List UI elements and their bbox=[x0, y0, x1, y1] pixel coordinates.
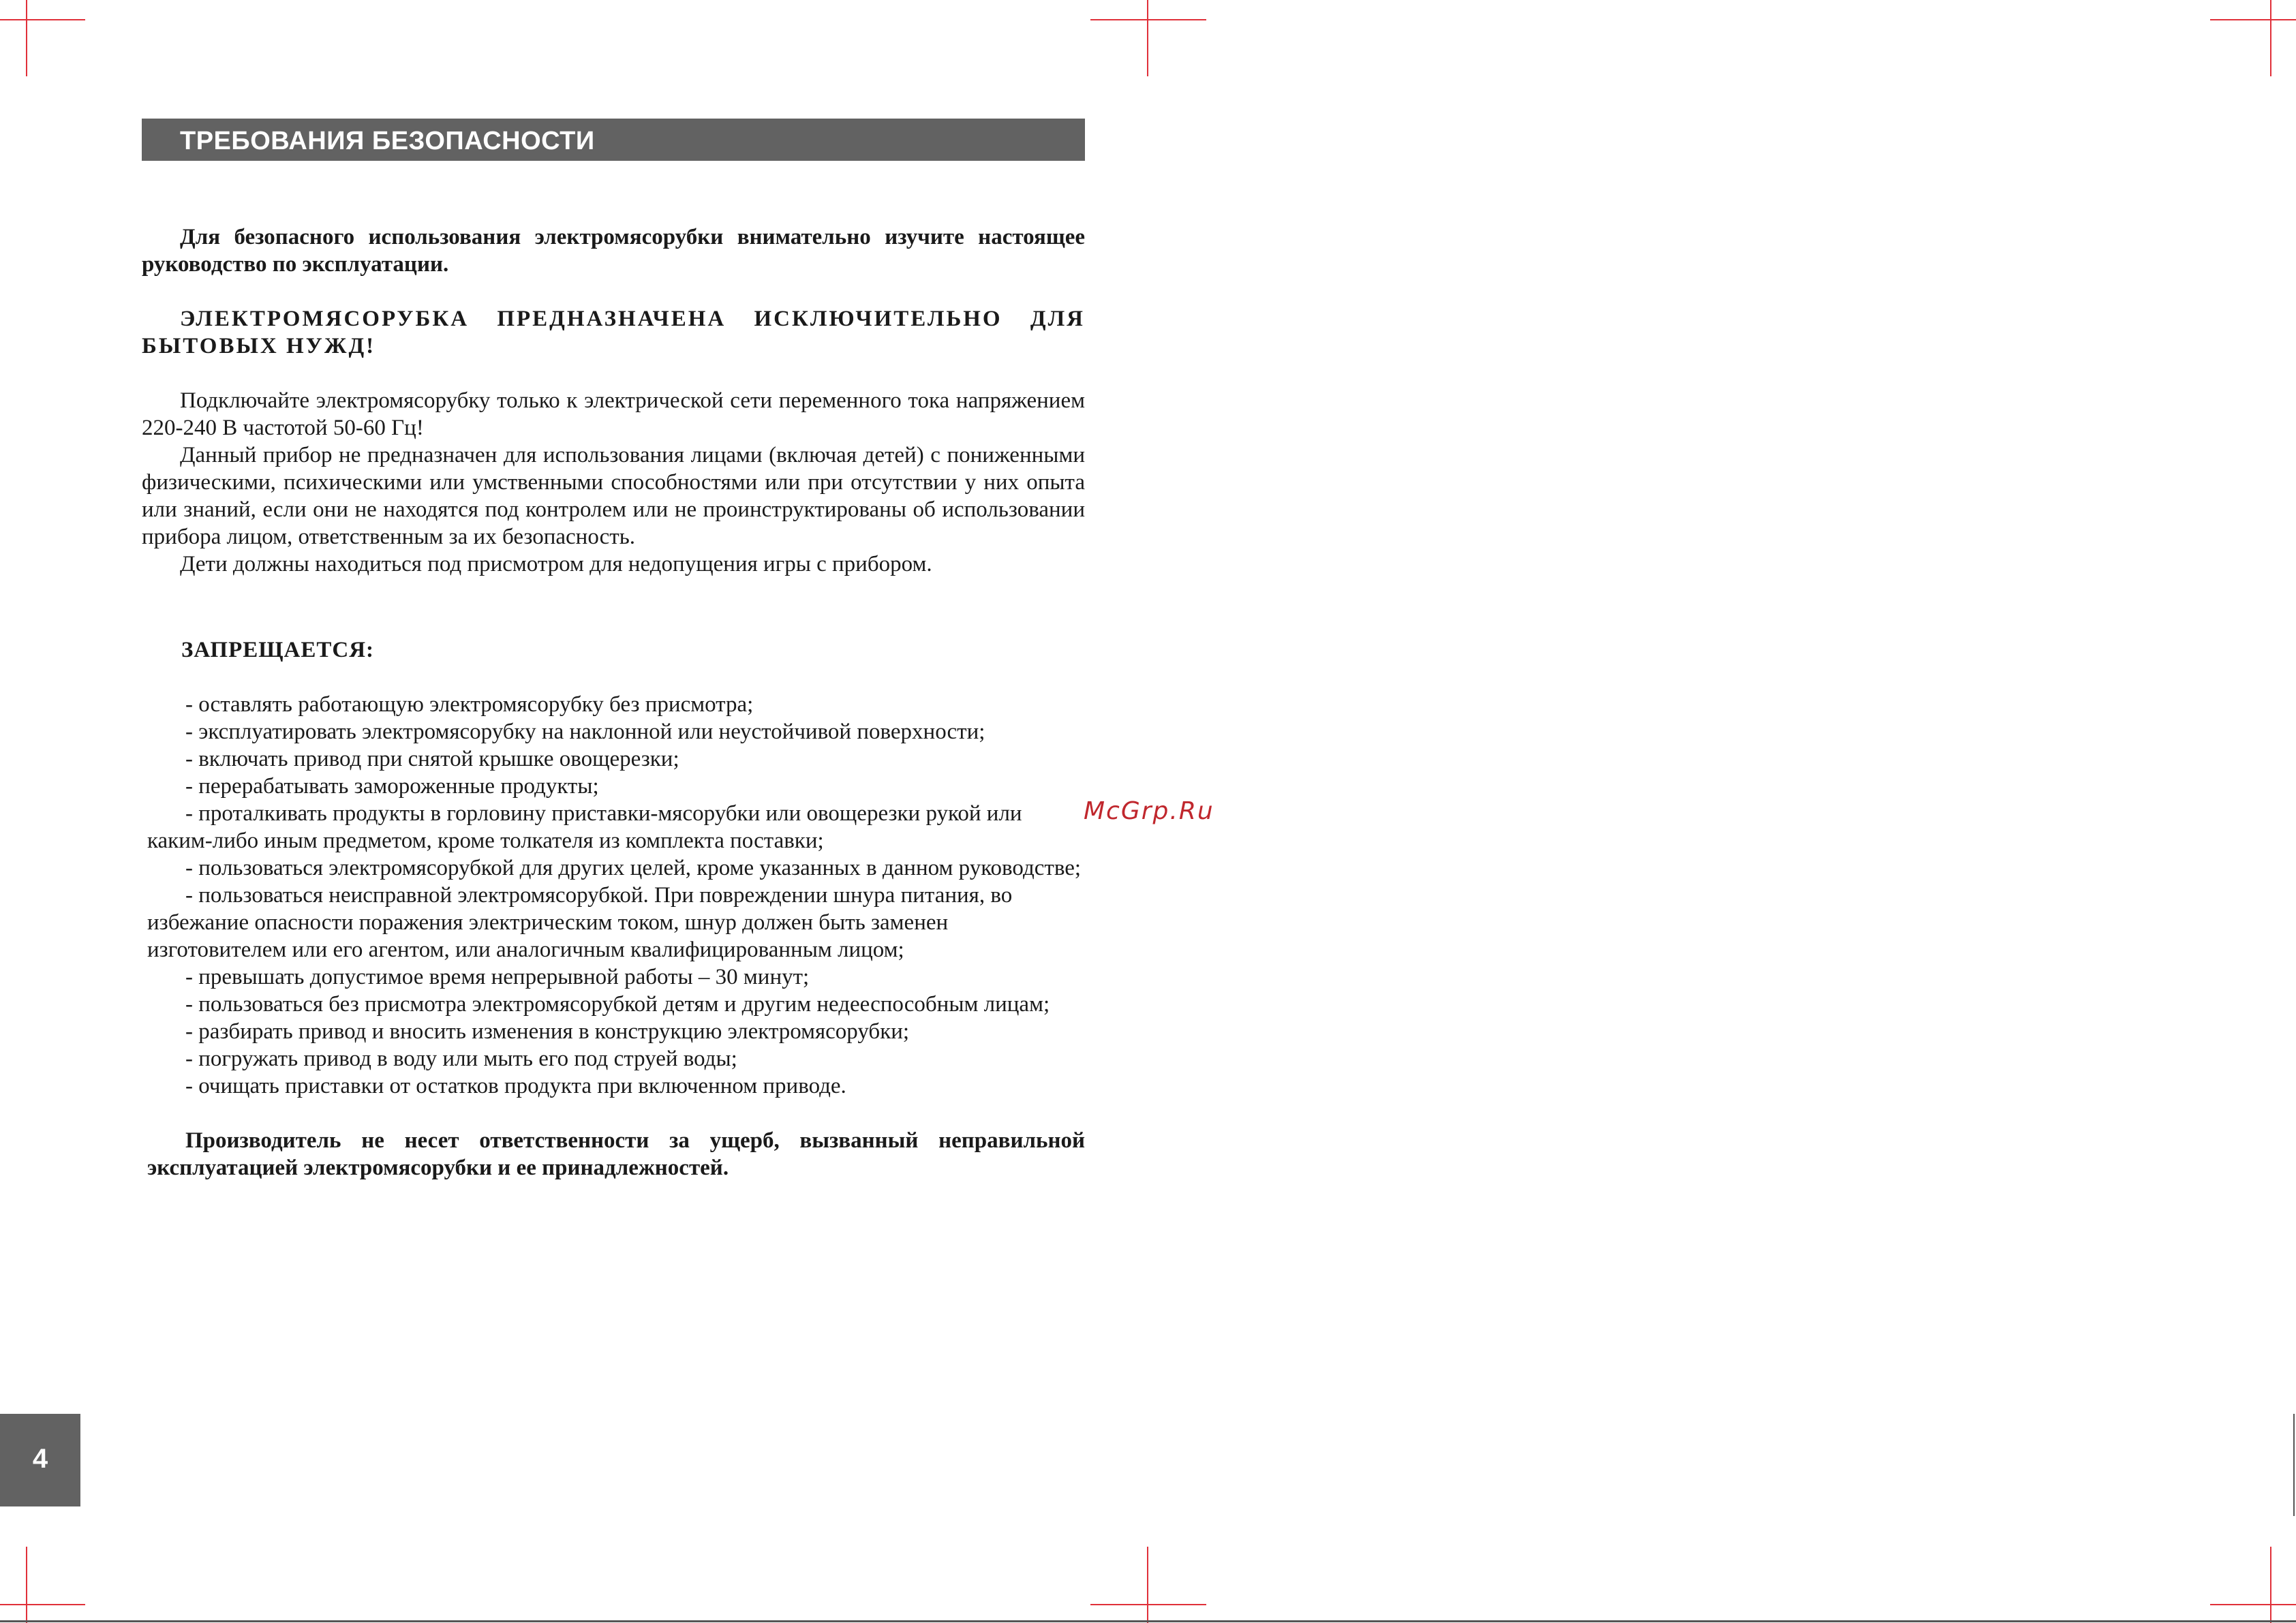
page-edge-line bbox=[2293, 1414, 2295, 1516]
page-edge-line bbox=[0, 1620, 2296, 1622]
list-item: - очищать приставки от остатков продукта при включенном приводе. bbox=[185, 1074, 846, 1098]
list-item: - оставлять работающую электромясорубку без присмотра; bbox=[185, 692, 754, 717]
crop-mark bbox=[1147, 0, 1148, 76]
list-item: - эксплуатировать электромясорубку на наклонной или неустойчивой поверхности; bbox=[185, 720, 985, 744]
page-number-tab bbox=[0, 1414, 80, 1506]
crop-mark bbox=[2270, 1547, 2271, 1623]
intro-persons-warning: Данный прибор не предназначен для использования лицами (включая детей) с пониженными физическими, психическими или умственными способностями или при отсутствии у них опыта или знаний, если они не находятся под контролем или не проинструктированы об использовании прибора лицом, ответственным за их безопасность. bbox=[142, 443, 1085, 549]
intro-power-requirements: Подключайте электромясорубку только к электрической сети переменного тока напряжением 220-240 В частотой 50-60 Гц! bbox=[142, 388, 1085, 440]
intro-household-only: ЭЛЕКТРОМЯСОРУБКА ПРЕДНАЗНАЧЕНА ИСКЛЮЧИТЕЛЬНО ДЛЯ БЫТОВЫХ НУЖД! bbox=[142, 307, 1085, 358]
crop-mark bbox=[26, 1547, 27, 1623]
section-title: ТРЕБОВАНИЯ БЕЗОПАСНОСТИ bbox=[180, 127, 595, 155]
list-item: - разбирать привод и вносить изменения в конструкцию электромясорубки; bbox=[185, 1019, 910, 1044]
crop-mark bbox=[2270, 0, 2271, 76]
crop-mark bbox=[26, 0, 27, 76]
intro-read-manual: Для безопасного использования электромясорубки внимательно изучите настоящее руководство по эксплуатации. bbox=[142, 225, 1085, 277]
document-body bbox=[142, 223, 1085, 1181]
crop-mark bbox=[0, 19, 85, 20]
crop-mark bbox=[1090, 1604, 1206, 1605]
watermark-text: McGrp.Ru bbox=[1084, 797, 1214, 825]
list-item: - превышать допустимое время непрерывной работы – 30 минут; bbox=[185, 965, 810, 989]
list-item: - пользоваться неисправной электромясорубкой. При повреждении шнура питания, во избежание опасности поражения электрическим током, шнур должен быть заменен изготовителем или его агентом, или аналогичным квалифицированным лицом; bbox=[147, 883, 1013, 962]
manufacturer-disclaimer: Производитель не несет ответственности за ущерб, вызванный неправильной эксплуатацией электромясорубки и ее принадлежностей. bbox=[147, 1128, 1085, 1180]
crop-mark bbox=[1090, 19, 1206, 20]
section-header-bar bbox=[142, 119, 1085, 161]
forbidden-list bbox=[142, 691, 1085, 1100]
crop-mark bbox=[1147, 1547, 1148, 1623]
list-item: - пользоваться электромясорубкой для других целей, кроме указанных в данном руководстве; bbox=[185, 856, 1082, 880]
crop-mark bbox=[2210, 1604, 2296, 1605]
crop-mark bbox=[2210, 19, 2296, 20]
page-number: 4 bbox=[32, 1444, 48, 1474]
list-item: - включать привод при снятой крышке овощерезки; bbox=[185, 747, 679, 771]
list-item: - пользоваться без присмотра электромясорубкой детям и другим недееспособным лицам; bbox=[185, 992, 1050, 1017]
intro-children-warning: Дети должны находиться под присмотром для недопущения игры с прибором. bbox=[180, 552, 932, 576]
list-item: - перерабатывать замороженные продукты; bbox=[185, 774, 599, 799]
forbidden-title: ЗАПРЕЩАЕТСЯ: bbox=[181, 638, 375, 662]
list-item: - проталкивать продукты в горловину приставки-мясорубки или овощерезки рукой или каким-либо иным предметом, кроме толкателя из комплекта поставки; bbox=[147, 801, 1022, 853]
crop-mark bbox=[0, 1604, 85, 1605]
list-item: - погружать привод в воду или мыть его под струей воды; bbox=[185, 1047, 737, 1071]
